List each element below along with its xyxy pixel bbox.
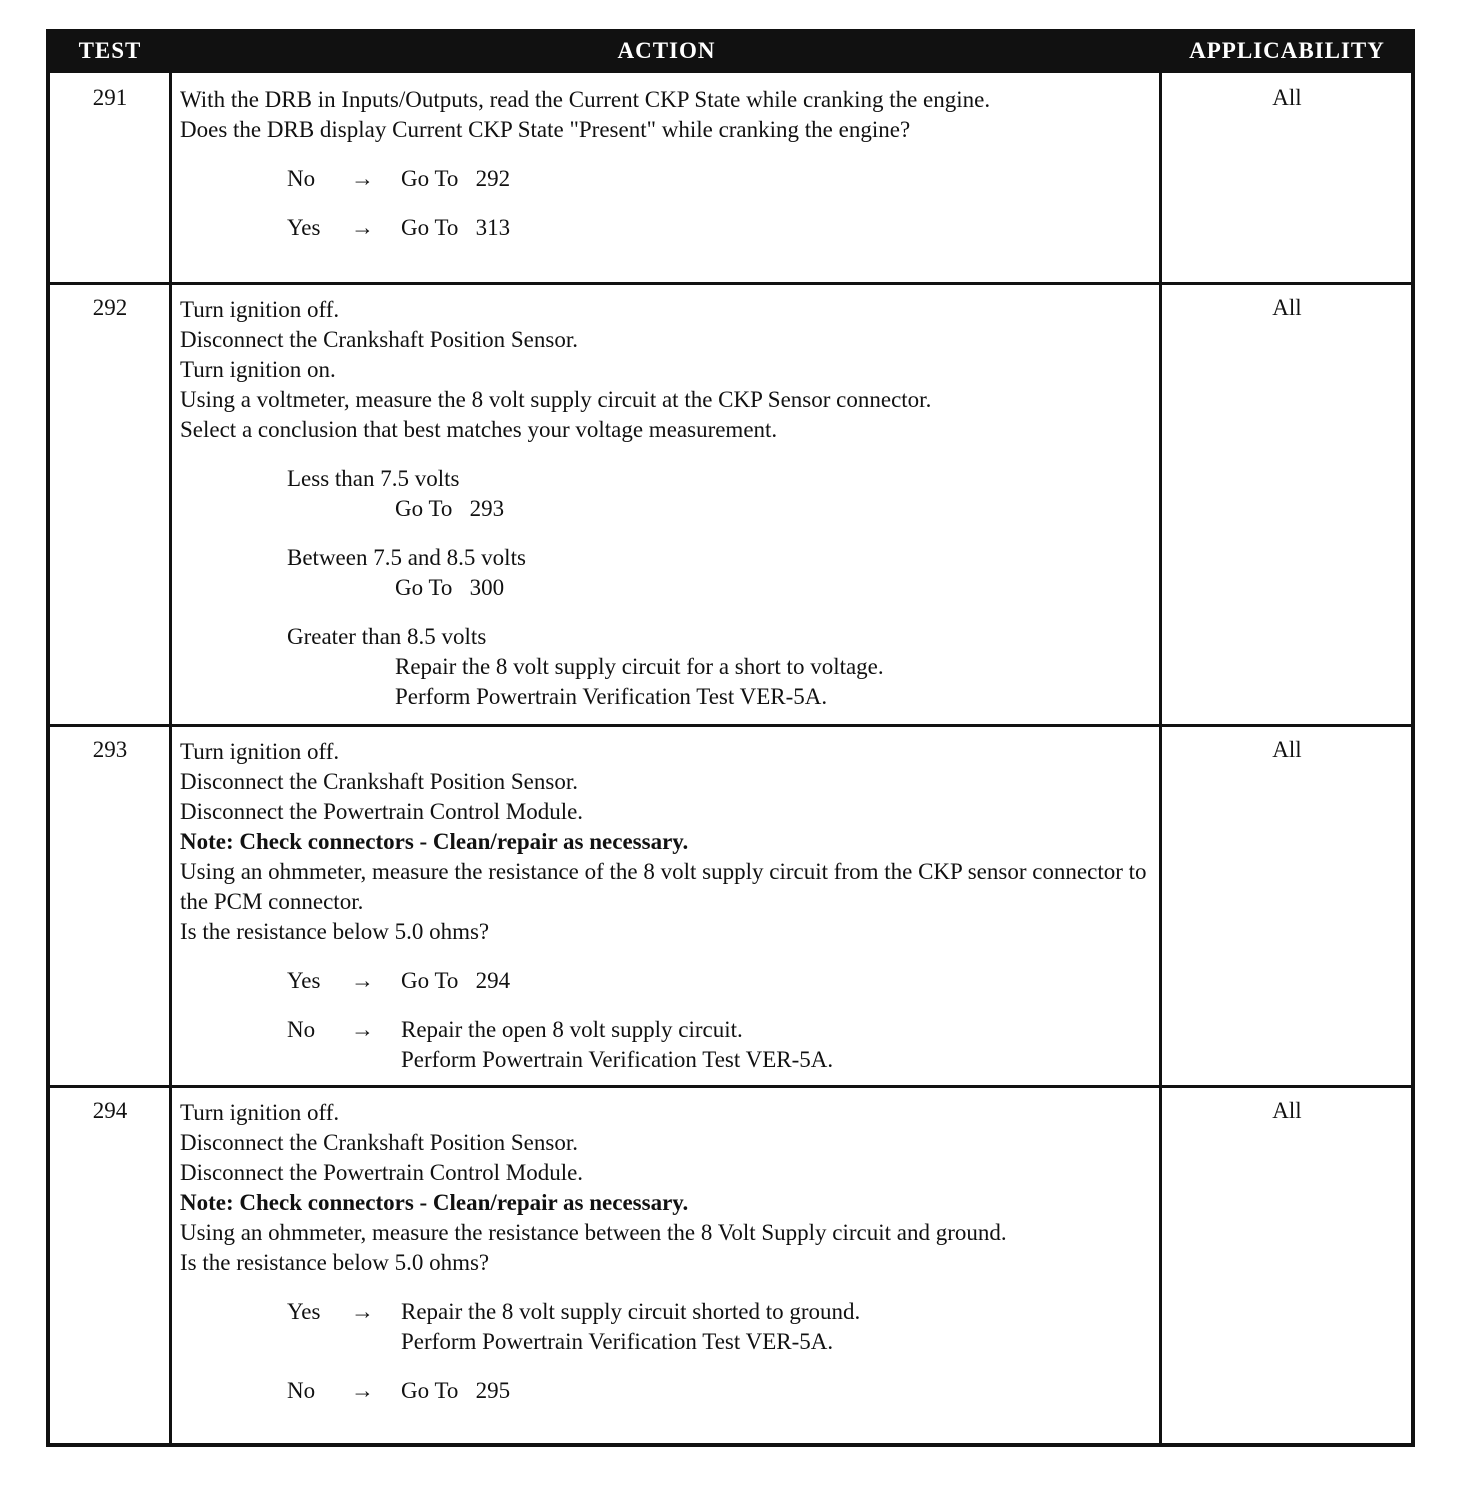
result-option [180, 164, 1160, 194]
instruction-line: Turn ignition off. [180, 1100, 340, 1125]
note-line: Note: Check connectors - Clean/repair as necessary. [180, 829, 689, 854]
result-text: Perform Powertrain Verification Test VER-5A. [401, 1329, 834, 1354]
instruction-line: Disconnect the Powertrain Control Module. [180, 799, 584, 824]
result-option [180, 213, 1160, 243]
test-number: 293 [92, 737, 128, 762]
result-option [180, 966, 1160, 996]
arrow-icon: → [351, 1378, 374, 1403]
applicability-value: All [1272, 1098, 1302, 1123]
result-option [180, 1376, 1160, 1406]
instruction-line: Does the DRB display Current CKP State "Present" while cranking the engine? [180, 117, 911, 142]
test-number: 291 [92, 85, 128, 110]
condition-label: Between 7.5 and 8.5 volts [287, 545, 526, 570]
result-text: Perform Powertrain Verification Test VER-5A. [401, 1047, 834, 1072]
diagnostic-test-table [46, 29, 1415, 1447]
arrow-icon: → [351, 215, 374, 240]
instruction-line: Using an ohmmeter, measure the resistance of the 8 volt supply circuit from the CKP sensor connector to the PCM connector. [180, 859, 1147, 914]
condition-outcome: Repair the 8 volt supply circuit for a short to voltage. [395, 654, 884, 679]
result-label: No [287, 1017, 316, 1042]
result-option [180, 1015, 1160, 1075]
table-row [50, 1088, 1411, 1447]
condition-label: Greater than 8.5 volts [287, 624, 487, 649]
instruction-line: Disconnect the Crankshaft Position Sensor. [180, 1130, 578, 1155]
result-text: Go To 313 [401, 215, 511, 240]
result-text: Go To 292 [401, 166, 511, 191]
result-label: Yes [287, 1299, 321, 1324]
instruction-line: Turn ignition on. [180, 357, 336, 382]
header-test: TEST [78, 38, 142, 63]
instruction-line: Using a voltmeter, measure the 8 volt supply circuit at the CKP Sensor connector. [180, 387, 932, 412]
condition-option [180, 464, 1160, 524]
condition-outcome: Go To 293 [395, 496, 505, 521]
arrow-icon: → [351, 1017, 374, 1042]
condition-option [180, 622, 1160, 712]
instruction-line: Using an ohmmeter, measure the resistance between the 8 Volt Supply circuit and ground. [180, 1220, 1007, 1245]
applicability-value: All [1272, 85, 1302, 110]
instruction-line: Disconnect the Powertrain Control Module. [180, 1160, 584, 1185]
instruction-line: Is the resistance below 5.0 ohms? [180, 919, 490, 944]
result-text: Go To 295 [401, 1378, 511, 1403]
action-cell [180, 295, 1160, 712]
result-label: Yes [287, 215, 321, 240]
action-cell [180, 737, 1160, 1075]
applicability-value: All [1272, 295, 1302, 320]
result-label: Yes [287, 968, 321, 993]
condition-outcome: Perform Powertrain Verification Test VER-5A. [395, 684, 828, 709]
table-row [50, 75, 1411, 282]
instruction-line: With the DRB in Inputs/Outputs, read the Current CKP State while cranking the engine. [180, 87, 991, 112]
action-cell [180, 1098, 1160, 1406]
condition-label: Less than 7.5 volts [287, 466, 460, 491]
instruction-line: Turn ignition off. [180, 297, 340, 322]
instruction-line: Select a conclusion that best matches your voltage measurement. [180, 417, 778, 442]
header-applicability: APPLICABILITY [1189, 38, 1385, 63]
arrow-icon: → [351, 1299, 374, 1324]
test-number: 294 [92, 1098, 128, 1123]
instruction-line: Disconnect the Crankshaft Position Sensor. [180, 769, 578, 794]
table-row [50, 727, 1411, 1085]
result-text: Go To 294 [401, 968, 511, 993]
result-text: Repair the open 8 volt supply circuit. [401, 1017, 743, 1042]
result-label: No [287, 166, 316, 191]
arrow-icon: → [351, 166, 374, 191]
instruction-line: Turn ignition off. [180, 739, 340, 764]
table-header [50, 33, 1411, 73]
result-option [180, 1297, 1160, 1357]
arrow-icon: → [351, 968, 374, 993]
action-cell [180, 85, 1160, 243]
note-line: Note: Check connectors - Clean/repair as necessary. [180, 1190, 689, 1215]
table-row [50, 285, 1411, 724]
instruction-line: Is the resistance below 5.0 ohms? [180, 1250, 490, 1275]
result-label: No [287, 1378, 316, 1403]
condition-option [180, 543, 1160, 603]
instruction-line: Disconnect the Crankshaft Position Sensor. [180, 327, 578, 352]
result-text: Repair the 8 volt supply circuit shorted to ground. [401, 1299, 861, 1324]
test-number: 292 [92, 295, 128, 320]
applicability-value: All [1272, 737, 1302, 762]
header-action: ACTION [617, 38, 716, 63]
condition-outcome: Go To 300 [395, 575, 505, 600]
